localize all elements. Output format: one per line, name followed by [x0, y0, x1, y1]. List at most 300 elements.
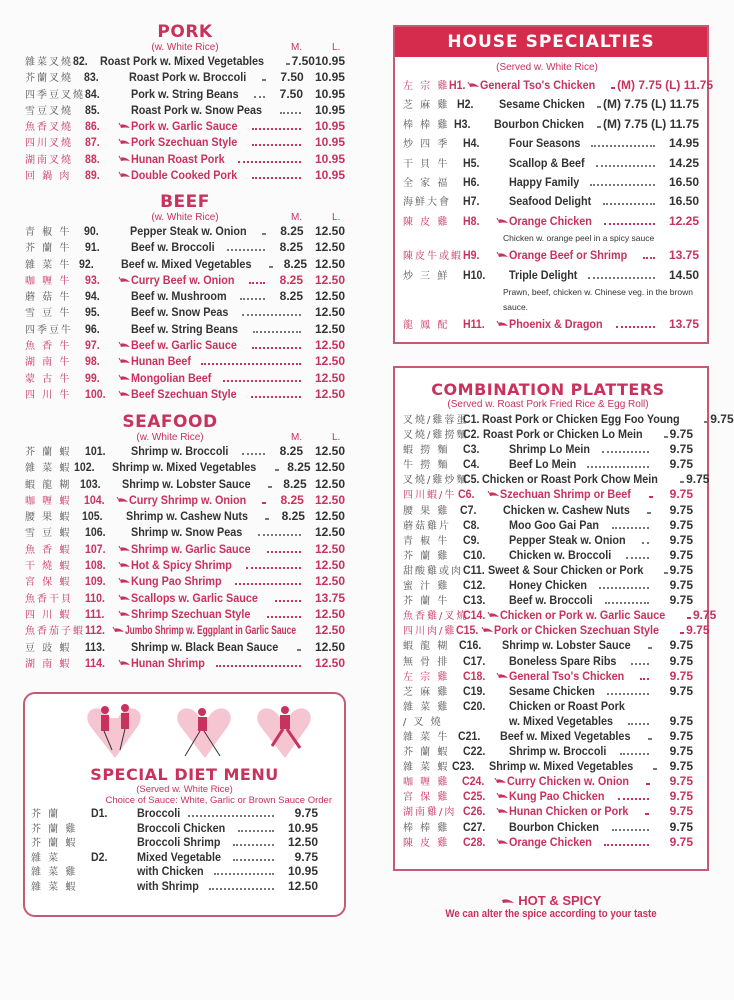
- beef-title: BEEF: [160, 192, 210, 212]
- chinese-name: 四季豆叉燒: [25, 89, 85, 101]
- dot-leader: [631, 663, 649, 665]
- diet-title: SPECIAL DIET MENU: [90, 765, 279, 784]
- item-name: Hot & Spicy Shrimp: [131, 558, 232, 573]
- chinese-name: 四川叉燒: [25, 138, 73, 150]
- menu-item: [403, 729, 693, 744]
- dot-leader: [267, 551, 301, 553]
- item-number: 94.: [85, 289, 100, 304]
- price: 12.50: [314, 525, 345, 540]
- m-label: M.: [291, 212, 303, 223]
- menu-item: [403, 593, 693, 608]
- menu-item: [403, 154, 699, 173]
- item-name: Pork or Chicken Szechuan Style: [493, 623, 659, 638]
- item-name: Shrimp w. Snow Peas: [131, 525, 243, 540]
- menu-item: [403, 315, 699, 334]
- price-medium: 8.25: [279, 240, 303, 255]
- price: 9.75: [669, 457, 693, 472]
- item-name: Shrimp w. Lobster Sauce: [121, 476, 251, 491]
- dot-leader: [612, 829, 649, 831]
- item-name: Sesame Chicken: [498, 97, 585, 112]
- price: (M) 7.75 (L) 11.75: [602, 97, 699, 112]
- chinese-name: 海鮮大會: [403, 197, 451, 209]
- item-name: Hunan Shrimp: [131, 655, 205, 670]
- chinese-name: 青 椒 牛: [25, 227, 72, 238]
- item-name: Beef w. Snow Peas: [131, 305, 229, 320]
- chili-pepper-icon: [119, 541, 131, 557]
- price: 9.75: [669, 517, 693, 532]
- menu-item: [403, 789, 693, 804]
- chinese-name: 蝦 撈 麵: [403, 445, 450, 457]
- chinese-name: 宮 保 蝦: [25, 577, 72, 589]
- dot-leader: [649, 496, 653, 498]
- chinese-name: 回 鍋 肉: [25, 171, 72, 183]
- chinese-name: 雜 菜 雞: [31, 867, 78, 879]
- dot-leader: [233, 844, 274, 846]
- dot-leader: [616, 326, 655, 328]
- item-number: C21.: [458, 728, 481, 743]
- item-number: H10.: [463, 267, 486, 282]
- menu-item: [403, 714, 693, 729]
- item-name: Shrimp w. Cashew Nuts: [126, 509, 249, 524]
- price: (M) 7.75 (L) 11.75: [602, 116, 699, 131]
- price: 9.75: [669, 819, 693, 834]
- item-name: Orange Chicken: [509, 213, 592, 228]
- menu-item: [403, 744, 693, 759]
- item-name: Orange Beef or Shrimp: [509, 248, 628, 263]
- menu-item: [31, 806, 318, 821]
- item-name: Pork w. String Beans: [131, 86, 239, 101]
- chinese-name: 雪 豆 蝦: [25, 528, 72, 540]
- menu-item: [25, 69, 345, 85]
- menu-item: [403, 759, 693, 774]
- chili-pepper-icon: [117, 492, 129, 508]
- chinese-name: 無 骨 排: [403, 656, 450, 668]
- price: 9.75: [669, 728, 693, 743]
- menu-item: [31, 850, 318, 865]
- l-label: L.: [332, 432, 341, 443]
- chinese-name: 炒 三 鮮: [403, 270, 450, 282]
- menu-item: [25, 557, 345, 573]
- price: 9.75: [693, 608, 717, 623]
- chinese-name: 牛 撈 麵: [403, 460, 450, 472]
- price: 9.75: [669, 789, 693, 804]
- menu-item: [25, 524, 345, 540]
- legend-note: We can alter the spice according to your taste: [445, 908, 657, 920]
- price-medium: 8.25: [283, 476, 307, 491]
- price: 13.75: [668, 316, 699, 331]
- chinese-name: 宮 保 雞: [403, 792, 450, 804]
- menu-item: [403, 518, 693, 533]
- item-number: 99.: [85, 370, 100, 385]
- price: 16.50: [668, 174, 699, 189]
- price-medium: 7.50: [291, 54, 315, 68]
- dot-leader: [687, 617, 691, 619]
- item-number: 110.: [85, 590, 105, 605]
- subtitle-text: (w. White Rice): [151, 42, 219, 53]
- item-name: Shrimp w. Broccoli: [509, 744, 607, 759]
- chili-pepper-icon: [113, 622, 125, 638]
- chili-pepper-icon: [497, 669, 509, 684]
- item-name: Curry Shrimp w. Onion: [129, 492, 247, 507]
- beef-items: [25, 223, 345, 402]
- price: 13.75: [668, 248, 699, 263]
- dot-leader: [268, 486, 272, 488]
- item-name: Hunan Roast Pork: [131, 151, 225, 166]
- price-medium: 8.25: [283, 256, 308, 271]
- price: 9.75: [686, 623, 710, 638]
- price: 12.50: [314, 606, 345, 621]
- chinese-name: 四 川 蝦: [25, 609, 72, 621]
- dot-leader: [648, 647, 652, 649]
- item-name: Shrimp w. Mixed Vegetables: [111, 460, 257, 475]
- menu-item: [25, 167, 345, 183]
- dot-leader: [597, 126, 601, 128]
- dot-leader: [596, 165, 655, 167]
- chinese-name: 四季豆牛: [25, 324, 73, 336]
- item-number: C6.: [457, 487, 474, 502]
- price: 9.75: [669, 442, 693, 457]
- item-number: 90.: [84, 224, 99, 238]
- price: 9.75: [294, 806, 318, 820]
- item-number: C2.: [463, 427, 480, 442]
- dot-leader: [209, 888, 274, 890]
- item-name: Broccoli Chicken: [137, 820, 226, 835]
- item-name: Scallop & Beef: [509, 155, 585, 170]
- item-number: H1.: [449, 78, 466, 92]
- chinese-name: 芥 蘭 牛: [403, 596, 450, 608]
- chinese-name: 蘑菇雞片: [403, 520, 451, 532]
- dot-leader: [280, 112, 301, 114]
- dot-leader: [590, 184, 655, 186]
- item-name: Chicken w. Broccoli: [509, 547, 612, 562]
- price: 9.75: [669, 683, 693, 698]
- item-number: 106.: [85, 525, 106, 540]
- item-number: 113.: [84, 639, 105, 654]
- item-number: 109.: [85, 574, 106, 589]
- price: 10.95: [287, 820, 318, 835]
- dot-leader: [591, 145, 655, 147]
- dot-leader: [612, 527, 649, 529]
- item-name: Bourbon Chicken: [509, 819, 600, 834]
- menu-item: [403, 457, 693, 472]
- house-items: [395, 76, 714, 334]
- item-name: Pork w. Garlic Sauce: [131, 119, 238, 134]
- menu-item: [403, 699, 693, 714]
- chili-pepper-icon: [468, 76, 480, 95]
- dot-leader: [664, 436, 668, 438]
- item-number: 98.: [85, 354, 100, 369]
- house-title: HOUSE SPECIALTIES: [395, 27, 707, 57]
- price: 12.50: [314, 338, 345, 353]
- item-name: Szechuan Shrimp or Beef: [500, 487, 632, 502]
- menu-item: [403, 503, 693, 518]
- price: 12.50: [314, 370, 345, 385]
- dot-leader: [262, 502, 266, 504]
- menu-item: [31, 864, 318, 879]
- item-number: 114.: [85, 655, 105, 670]
- price-medium: 8.25: [280, 224, 304, 238]
- menu-item: [25, 288, 345, 304]
- item-name: Beef Lo Mein: [509, 457, 577, 472]
- dot-leader: [252, 128, 301, 130]
- chinese-name: 芥蘭叉燒: [25, 73, 73, 85]
- price: 9.75: [669, 547, 693, 562]
- dot-leader: [258, 534, 301, 536]
- dot-leader: [646, 783, 650, 785]
- menu-item: [403, 427, 693, 442]
- menu-item: [403, 578, 693, 593]
- menu-item: [25, 118, 345, 134]
- menu-item: [25, 443, 345, 459]
- dot-leader: [286, 63, 290, 65]
- price: 12.50: [314, 272, 345, 287]
- combo-title: COMBINATION PLATTERS: [431, 380, 665, 399]
- chinese-name: 湖 南 牛: [25, 357, 72, 369]
- item-name: Hunan Chicken or Pork: [509, 804, 629, 819]
- chinese-name: 叉燒/雞炒麵: [403, 475, 469, 487]
- price-medium: 8.25: [279, 289, 303, 304]
- dot-leader: [603, 203, 655, 205]
- dot-leader: [242, 314, 301, 316]
- chinese-name: 左 宗 雞: [403, 81, 450, 92]
- chinese-name: 雪 豆 牛: [25, 308, 72, 320]
- dot-leader: [599, 587, 649, 589]
- menu-item: [403, 638, 693, 653]
- price: 9.75: [669, 502, 693, 517]
- chili-pepper-icon: [119, 606, 131, 622]
- item-name: Curry Chicken w. Onion: [507, 774, 630, 789]
- chinese-name: 陳皮牛或蝦: [403, 251, 463, 263]
- item-number: 104.: [83, 492, 105, 507]
- item-name: with Chicken: [137, 864, 204, 879]
- price: 9.75: [669, 834, 693, 849]
- price-medium: 7.50: [280, 70, 304, 85]
- item-name: Shrimp Lo Mein: [509, 442, 590, 457]
- m-label: M.: [291, 432, 303, 443]
- menu-item: [25, 459, 345, 475]
- price: 12.50: [314, 574, 345, 589]
- chinese-name: 芥 蘭 雞: [403, 550, 450, 562]
- item-name: Broccoli: [137, 806, 181, 820]
- chinese-name: 咖 喱 牛: [25, 275, 72, 287]
- menu-item: [25, 239, 345, 255]
- item-number: D2.: [91, 849, 108, 864]
- item-name: Triple Delight: [509, 267, 578, 282]
- seafood-section: [25, 412, 345, 671]
- item-name: Broccoli Shrimp: [137, 835, 221, 850]
- chili-pepper-icon: [488, 608, 500, 623]
- chinese-name: 湖南叉燒: [25, 154, 73, 166]
- item-name: Roast Pork or Chicken Lo Mein: [483, 427, 643, 442]
- seafood-subtitle: [25, 432, 345, 443]
- item-name: Jumbo Shrimp w. Eggplant in Garlic Sauce: [124, 623, 296, 638]
- menu-item: [403, 173, 699, 192]
- price: 10.95: [314, 151, 345, 166]
- chinese-name: 雜 菜 牛: [25, 259, 72, 271]
- chinese-name: 魚香雞/叉燒: [403, 611, 469, 623]
- item-name: Seafood Delight: [509, 194, 592, 209]
- item-number: 87.: [85, 135, 100, 150]
- price: 9.75: [669, 638, 694, 653]
- price: 9.75: [669, 668, 693, 683]
- dot-leader: [704, 421, 708, 423]
- dot-leader: [242, 453, 265, 455]
- item-number: 107.: [85, 541, 106, 556]
- diet-sauce-choice: Choice of Sauce: White, Garlic or Brown Sauce Order: [105, 795, 332, 806]
- price-medium: 7.50: [279, 86, 303, 101]
- menu-item: [403, 442, 693, 457]
- pork-section: [25, 22, 345, 183]
- item-number: H6.: [463, 174, 480, 189]
- chinese-name: 芥 蘭: [31, 809, 61, 820]
- price-medium: 8.25: [279, 272, 303, 287]
- item-number: 103.: [79, 476, 101, 491]
- menu-item: [403, 563, 693, 578]
- dot-leader: [233, 859, 274, 861]
- chinese-name: / 叉 燒: [403, 716, 443, 728]
- chinese-name: 甜酸雞或肉: [403, 565, 463, 577]
- menu-item: [25, 476, 345, 492]
- item-number: C18.: [463, 668, 486, 683]
- chinese-name: 芥 蘭 牛: [25, 243, 72, 255]
- beef-subtitle: [25, 212, 345, 223]
- dot-leader: [240, 298, 265, 300]
- price: 12.50: [314, 256, 345, 271]
- menu-item: [25, 102, 345, 118]
- chinese-name: 魚香干貝: [25, 593, 73, 605]
- price: 16.50: [668, 194, 699, 209]
- chinese-name: 蒙 古 牛: [25, 373, 72, 385]
- menu-item: [25, 304, 345, 320]
- item-number: 96.: [85, 321, 100, 336]
- dot-leader: [645, 813, 649, 815]
- chinese-name: 雜 菜 蝦: [31, 881, 78, 893]
- item-name: with Shrimp: [137, 878, 199, 893]
- menu-item: [31, 835, 318, 850]
- menu-item: [25, 573, 345, 589]
- item-name: Beef w. Mixed Vegetables: [120, 256, 252, 271]
- chinese-name: 雜 菜: [31, 852, 61, 864]
- item-number: C28.: [463, 834, 486, 849]
- price: 10.95: [314, 102, 345, 117]
- chinese-name: 豆 豉 蝦: [25, 642, 72, 654]
- item-name: Boneless Spare Ribs: [509, 653, 617, 668]
- chinese-name: 干 燒 蝦: [25, 561, 72, 573]
- menu-item: [403, 487, 693, 502]
- chili-pepper-icon: [501, 897, 515, 905]
- chinese-name: 干 貝 牛: [403, 158, 450, 170]
- price: 9.75: [669, 759, 693, 774]
- dot-leader: [626, 557, 649, 559]
- menu-item: [403, 820, 693, 835]
- price: 9.75: [669, 774, 693, 789]
- price: 12.50: [314, 289, 345, 304]
- item-number: C25.: [463, 789, 486, 804]
- beef-section: [25, 192, 345, 402]
- menu-item: [25, 53, 345, 69]
- item-number: 95.: [85, 305, 100, 320]
- menu-item: [403, 192, 699, 211]
- chili-pepper-icon: [497, 315, 509, 334]
- chili-pepper-icon: [119, 337, 131, 353]
- item-number: H2.: [457, 97, 474, 112]
- menu-item: [25, 386, 345, 402]
- item-name: Orange Chicken: [509, 834, 592, 849]
- dot-leader: [252, 177, 301, 179]
- chili-pepper-icon: [495, 774, 507, 789]
- item-name: Shrimp w. Broccoli: [131, 444, 229, 458]
- chinese-name: 陳 皮 雞: [403, 216, 450, 228]
- item-name: Beef w. String Beans: [131, 321, 239, 336]
- menu-item: [25, 353, 345, 369]
- menu-item: [31, 821, 318, 836]
- item-description: Chicken w. orange peel in a spicy sauce: [503, 233, 655, 244]
- menu-item: [403, 608, 717, 623]
- chili-pepper-icon: [119, 557, 131, 573]
- dot-leader: [680, 481, 684, 483]
- chinese-name: 芝 麻 雞: [403, 100, 450, 112]
- item-number: H9.: [463, 248, 480, 263]
- menu-item: [403, 548, 693, 563]
- item-number: C7.: [459, 502, 477, 517]
- item-name: Shrimp w. Mixed Vegetables: [489, 759, 634, 774]
- chili-pepper-icon: [119, 353, 131, 369]
- dot-leader: [238, 830, 274, 832]
- item-name: Roast Pork w. Snow Peas: [131, 102, 263, 117]
- item-number: 97.: [85, 338, 100, 353]
- item-number: C11.: [463, 562, 485, 577]
- chili-pepper-icon: [119, 272, 131, 288]
- chinese-name: 蝦 龍 糊: [25, 479, 72, 491]
- chinese-name: 雪豆叉燒: [25, 105, 73, 117]
- chili-pepper-icon: [497, 789, 509, 804]
- diet-items: [31, 806, 318, 894]
- price: 9.75: [669, 804, 693, 819]
- chili-pepper-icon: [119, 655, 131, 671]
- price: 12.50: [314, 305, 345, 320]
- price: 12.50: [314, 492, 345, 507]
- chinese-name: 四川肉/雞: [403, 626, 457, 638]
- item-number: H11.: [463, 316, 485, 331]
- chinese-name: 芥 蘭 雞: [31, 823, 78, 835]
- item-number: C5.: [463, 472, 480, 487]
- item-name: Beef w. Mushroom: [131, 289, 227, 304]
- chinese-name: 蝦 龍 糊: [403, 641, 450, 653]
- menu-item: [403, 804, 693, 819]
- m-label: M.: [291, 42, 303, 53]
- item-number: C20.: [463, 698, 486, 713]
- chinese-name: 魚 香 牛: [25, 341, 72, 353]
- item-number: C4.: [463, 457, 480, 472]
- chinese-name: 腰 果 雞: [403, 505, 450, 517]
- item-number: H3.: [454, 116, 471, 131]
- l-label: L.: [332, 212, 341, 223]
- price: 12.50: [287, 835, 318, 850]
- chili-pepper-icon: [497, 804, 509, 819]
- item-name: Mongolian Beef: [131, 370, 212, 385]
- chinese-name: 全 家 福: [403, 177, 450, 189]
- item-name: Beef w. Garlic Sauce: [131, 338, 237, 353]
- item-number: 112.: [85, 623, 105, 638]
- house-specialties-box: [393, 25, 714, 344]
- legend-label: HOT & SPICY: [518, 893, 602, 908]
- dot-leader: [653, 768, 657, 770]
- dot-leader: [604, 223, 655, 225]
- dot-leader: [227, 249, 265, 251]
- item-number: 86.: [85, 119, 100, 134]
- item-name: Chicken w. Cashew Nuts: [503, 502, 631, 517]
- price: 12.50: [314, 386, 345, 401]
